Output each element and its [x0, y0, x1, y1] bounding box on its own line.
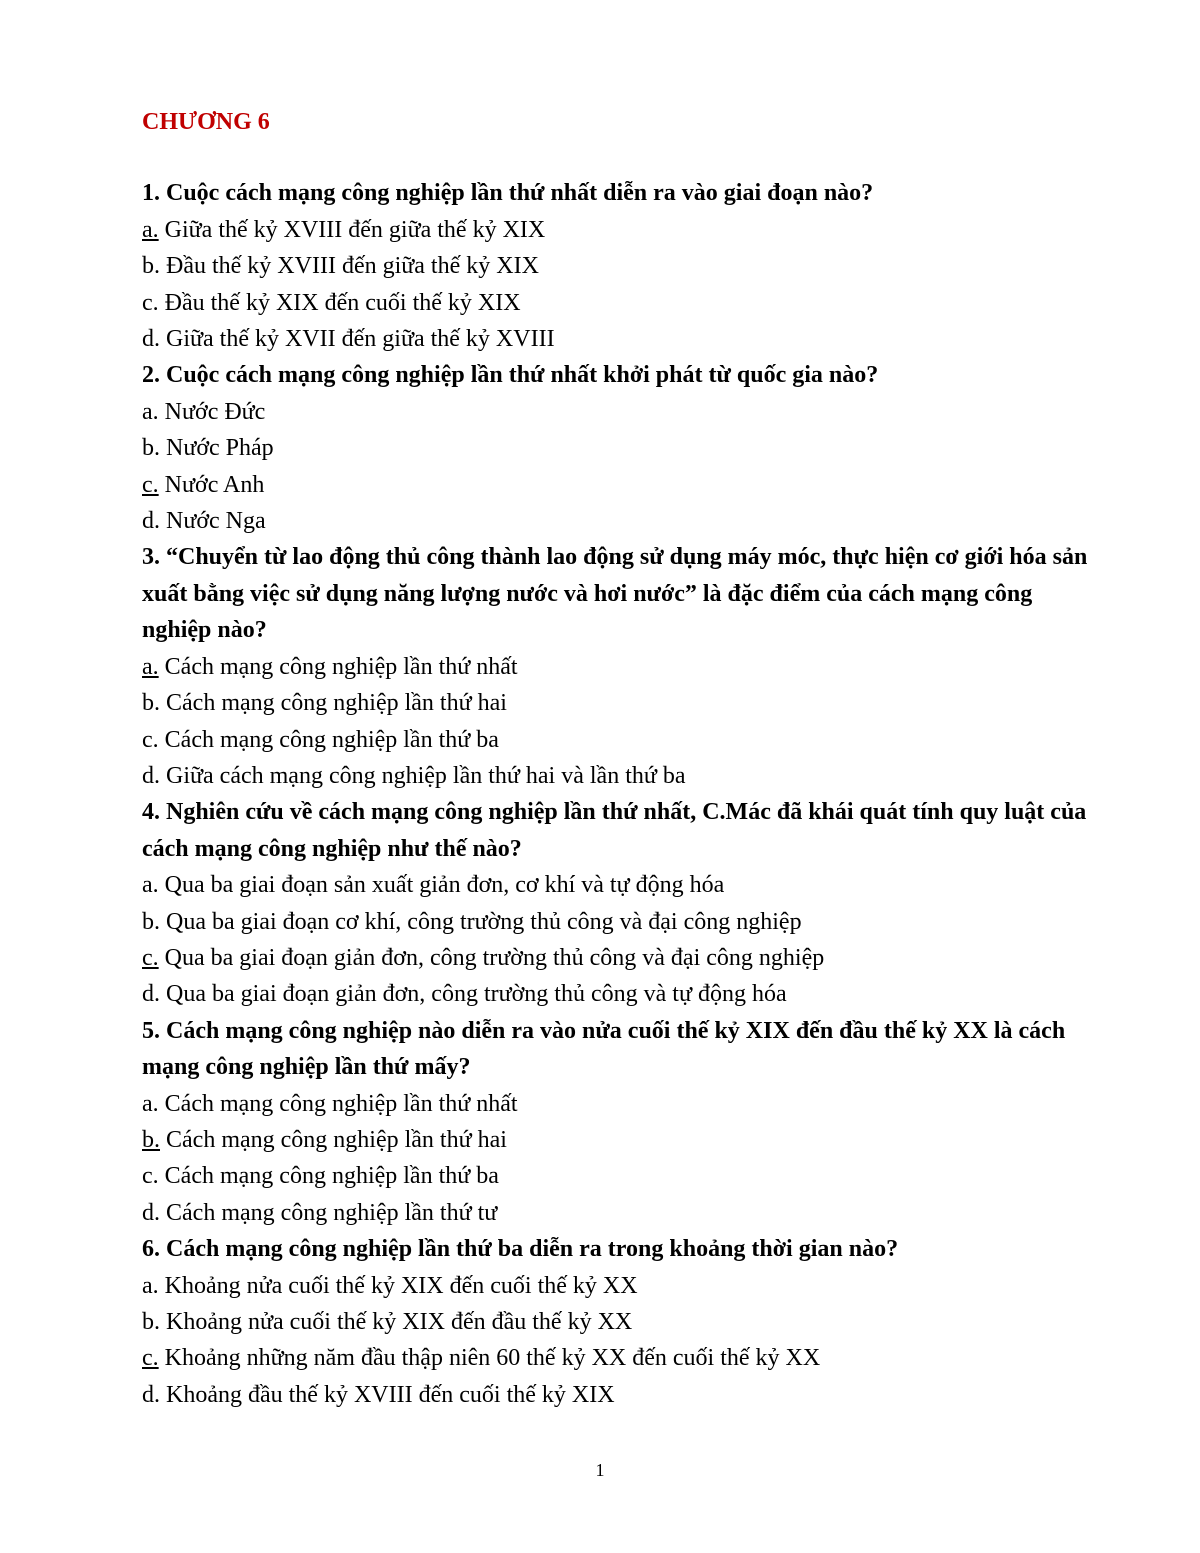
answer-option [142, 394, 1102, 430]
answer-letter: b. [142, 1309, 160, 1335]
question-block [142, 1013, 1102, 1231]
correct-answer-letter: c. [142, 1345, 159, 1372]
answer-option [142, 1086, 1102, 1122]
answer-text: Cách mạng công nghiệp lần thứ ba [158, 726, 499, 753]
answer-letter: d. [142, 981, 160, 1008]
answer-option [142, 1158, 1102, 1194]
answer-text: Qua ba giai đoạn sản xuất giản đơn, cơ khí và tự động hóa [158, 872, 725, 899]
answer-option [142, 248, 1102, 284]
correct-answer-letter: b. [142, 1126, 160, 1153]
answer-text: Nước Đức [158, 398, 266, 425]
question-text: 5. Cách mạng công nghiệp nào diễn ra vào nửa cuối thế kỷ XIX đến đầu thế kỷ XX là cách mạng công nghiệp lần thứ mấy? [142, 1017, 1066, 1081]
correct-answer-letter: c. [142, 944, 159, 971]
answer-text: Qua ba giai đoạn giản đơn, công trường thủ công và đại công nghiệp [158, 944, 825, 971]
answer-option [142, 321, 1102, 357]
answer-letter: b. [142, 690, 160, 717]
page-number: 1 [595, 1460, 605, 1480]
answer-text: Qua ba giai đoạn cơ khí, công trường thủ công và đại công nghiệp [160, 908, 802, 935]
answer-text: Khoảng những năm đầu thập niên 60 thế kỷ XX đến cuối thế kỷ XX [158, 1345, 821, 1372]
answer-letter: d. [142, 326, 160, 353]
answer-option [142, 940, 1102, 976]
document-page [142, 104, 1102, 1413]
answer-text: Khoảng nửa cuối thế kỷ XIX đến cuối thế kỷ XX [158, 1272, 638, 1299]
answer-text: Đầu thế kỷ XVIII đến giữa thế kỷ XIX [160, 253, 539, 280]
answer-text: Cách mạng công nghiệp lần thứ nhất [158, 653, 518, 680]
answer-letter: d. [142, 508, 160, 535]
answer-text: Cách mạng công nghiệp lần thứ hai [160, 690, 507, 717]
answer-option [142, 685, 1102, 721]
correct-answer-letter: a. [142, 653, 159, 680]
answer-option [142, 1195, 1102, 1231]
answer-option [142, 1377, 1102, 1413]
question-text: 2. Cuộc cách mạng công nghiệp lần thứ nhất khởi phát từ quốc gia nào? [142, 362, 879, 389]
answer-text: Giữa thế kỷ XVII đến giữa thế kỷ XVIII [160, 326, 555, 353]
answer-text: Đầu thế kỷ XIX đến cuối thế kỷ XIX [158, 289, 521, 316]
answer-option [142, 904, 1102, 940]
question-text: 1. Cuộc cách mạng công nghiệp lần thứ nhất diễn ra vào giai đoạn nào? [142, 180, 874, 207]
question-block [142, 175, 1102, 357]
answer-text: Khoảng nửa cuối thế kỷ XIX đến đầu thế kỷ XX [160, 1309, 633, 1335]
answer-text: Qua ba giai đoạn giản đơn, công trường thủ công và tự động hóa [160, 981, 787, 1008]
answer-letter: a. [142, 1272, 159, 1299]
answer-option [142, 503, 1102, 539]
answer-letter: b. [142, 908, 160, 935]
question-block [142, 357, 1102, 539]
question-block [142, 1231, 1102, 1413]
answer-text: Cách mạng công nghiệp lần thứ ba [158, 1163, 499, 1190]
answer-letter: d. [142, 1199, 160, 1226]
answer-option [142, 1268, 1102, 1304]
answer-option [142, 976, 1102, 1012]
correct-answer-letter: a. [142, 216, 159, 243]
answer-text: Cách mạng công nghiệp lần thứ hai [160, 1126, 507, 1153]
correct-answer-letter: c. [142, 471, 159, 498]
answer-text: Cách mạng công nghiệp lần thứ nhất [158, 1090, 518, 1117]
answer-text: Cách mạng công nghiệp lần thứ tư [160, 1199, 498, 1226]
answer-letter: a. [142, 872, 159, 899]
answer-letter: b. [142, 435, 160, 462]
answer-option [142, 1304, 1102, 1340]
question-block [142, 794, 1102, 1012]
answer-text: Nước Anh [158, 471, 265, 498]
answer-letter: c. [142, 726, 159, 753]
answer-letter: c. [142, 289, 159, 316]
answer-letter: a. [142, 398, 159, 425]
answer-letter: b. [142, 253, 160, 280]
answer-letter: d. [142, 762, 160, 789]
answer-option [142, 430, 1102, 466]
answer-option [142, 649, 1102, 685]
answer-letter: c. [142, 1163, 159, 1190]
answer-text: Giữa cách mạng công nghiệp lần thứ hai và lần thứ ba [160, 762, 686, 789]
answer-text: Nước Pháp [160, 435, 274, 462]
answer-text: Giữa thế kỷ XVIII đến giữa thế kỷ XIX [158, 216, 546, 243]
answer-text: Nước Nga [160, 508, 266, 535]
answer-option [142, 285, 1102, 321]
answer-option [142, 467, 1102, 503]
question-text: 4. Nghiên cứu về cách mạng công nghiệp lần thứ nhất, C.Mác đã khái quát tính quy luật của cách mạng công nghiệp như thế nào? [142, 799, 1087, 862]
question-list [142, 175, 1102, 1413]
answer-letter: a. [142, 1090, 159, 1117]
answer-text: Khoảng đầu thế kỷ XVIII đến cuối thế kỷ XIX [160, 1381, 615, 1408]
answer-option [142, 722, 1102, 758]
chapter-title: CHƯƠNG 6 [142, 109, 270, 135]
answer-option [142, 867, 1102, 903]
question-block [142, 539, 1102, 794]
question-text: 3. “Chuyển từ lao động thủ công thành lao động sử dụng máy móc, thực hiện cơ giới hóa sản xuất bằng việc sử dụng năng lượng nước và hơi nước” là đặc điểm của cách mạng công nghiệp nào? [142, 544, 1088, 644]
answer-letter: d. [142, 1381, 160, 1408]
answer-option [142, 758, 1102, 794]
answer-option [142, 1340, 1102, 1376]
answer-option [142, 212, 1102, 248]
answer-option [142, 1122, 1102, 1158]
question-text: 6. Cách mạng công nghiệp lần thứ ba diễn ra trong khoảng thời gian nào? [142, 1236, 899, 1263]
